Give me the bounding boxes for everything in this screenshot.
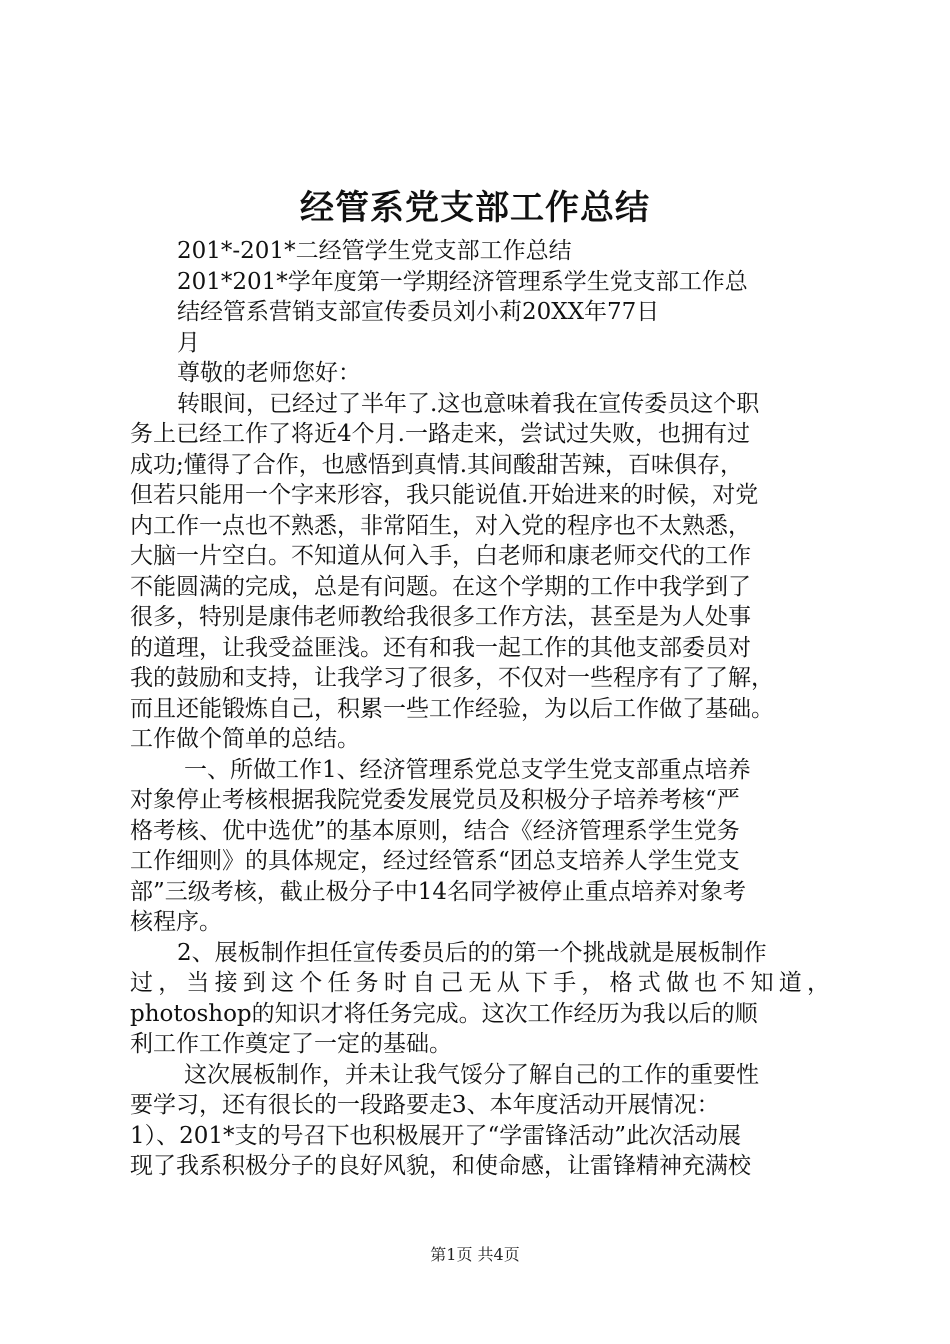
text-line: 核程序。: [130, 909, 222, 935]
page-number-footer: 第1页 共4页: [430, 1245, 520, 1264]
text-line: 很多，特别是康伟老师教给我很多工作方法，甚至是为人处事: [130, 604, 751, 630]
text-line: 201*201*学年度第一学期经济管理系学生党支部工作总: [177, 268, 748, 295]
text-line: 我的鼓励和支持，让我学习了很多，不仅对一些程序有了了解，: [130, 665, 774, 691]
text-line: 月: [177, 329, 200, 356]
text-line: 过，当接到这个任务时自己无从下手，格式做也不知道，: [130, 970, 830, 996]
text-line: 工作细则》的具体规定，经过经管系“团总支培养人学生党支: [130, 848, 740, 874]
text-line-salutation: 尊敬的老师您好：: [177, 360, 361, 386]
text-line: 1）、201*支的号召下也积极展开了“学雷锋活动”此次活动展: [130, 1122, 742, 1149]
text-line: 务上已经工作了将近4个月.一路走来，尝试过失败，也拥有过: [130, 421, 750, 447]
text-line: 不能圆满的完成，总是有问题。在这个学期的工作中我学到了: [130, 573, 751, 600]
text-line: 工作做个简单的总结。: [130, 726, 360, 752]
paragraph-first-line: 一、所做工作1、经济管理系党总支学生党支部重点培养: [184, 756, 751, 783]
text-line: 对象停止考核根据我院党委发展党员及积极分子培养考核“严: [130, 787, 740, 813]
paragraph-first-line: 转眼间，已经过了半年了.这也意味着我在宣传委员这个职: [177, 390, 760, 417]
text-line: 大脑一片空白。不知道从何入手，白老师和康老师交代的工作: [130, 543, 751, 569]
text-line: 而且还能锻炼自己，积累一些工作经验，为以后工作做了基础。: [130, 695, 774, 722]
text-line: 内工作一点也不熟悉，非常陌生，对入党的程序也不太熟悉，: [130, 512, 751, 539]
text-line: 但若只能用一个字来形容，我只能说值.开始进来的时候，对党: [130, 482, 759, 508]
text-line: 利工作工作奠定了一定的基础。: [130, 1031, 452, 1057]
text-line: photoshop的知识才将任务完成。这次工作经历为我以后的顺: [130, 1000, 758, 1027]
text-line: 现了我系积极分子的良好风貌，和使命感，让雷锋精神充满校: [130, 1153, 751, 1179]
text-line: 的道理，让我受益匪浅。还有和我一起工作的其他支部委员对: [130, 634, 751, 661]
document-title: 经管系党支部工作总结: [300, 188, 650, 228]
paragraph-first-line: 这次展板制作，并未让我气馁分了解自己的工作的重要性: [184, 1061, 759, 1088]
text-line: 结经管系营销支部宣传委员刘小莉20XX年77日: [177, 299, 660, 325]
text-line: 要学习，还有很长的一段路要走3、本年度活动开展情况：: [130, 1092, 720, 1118]
document-body: [130, 236, 830, 1182]
text-line: 成功;懂得了合作，也感悟到真情.其间酸甜苦辣，百味俱存，: [130, 451, 744, 478]
text-line: 格考核、优中选优”的基本原则，结合《经济管理系学生党务: [130, 817, 740, 844]
text-line: 部”三级考核，截止极分子中14名同学被停止重点培养对象考: [130, 878, 747, 905]
paragraph-first-line: 2、展板制作担任宣传委员后的的第一个挑战就是展板制作: [177, 939, 767, 966]
text-line-subtitle: 201*-201*二经管学生党支部工作总结: [177, 238, 572, 264]
